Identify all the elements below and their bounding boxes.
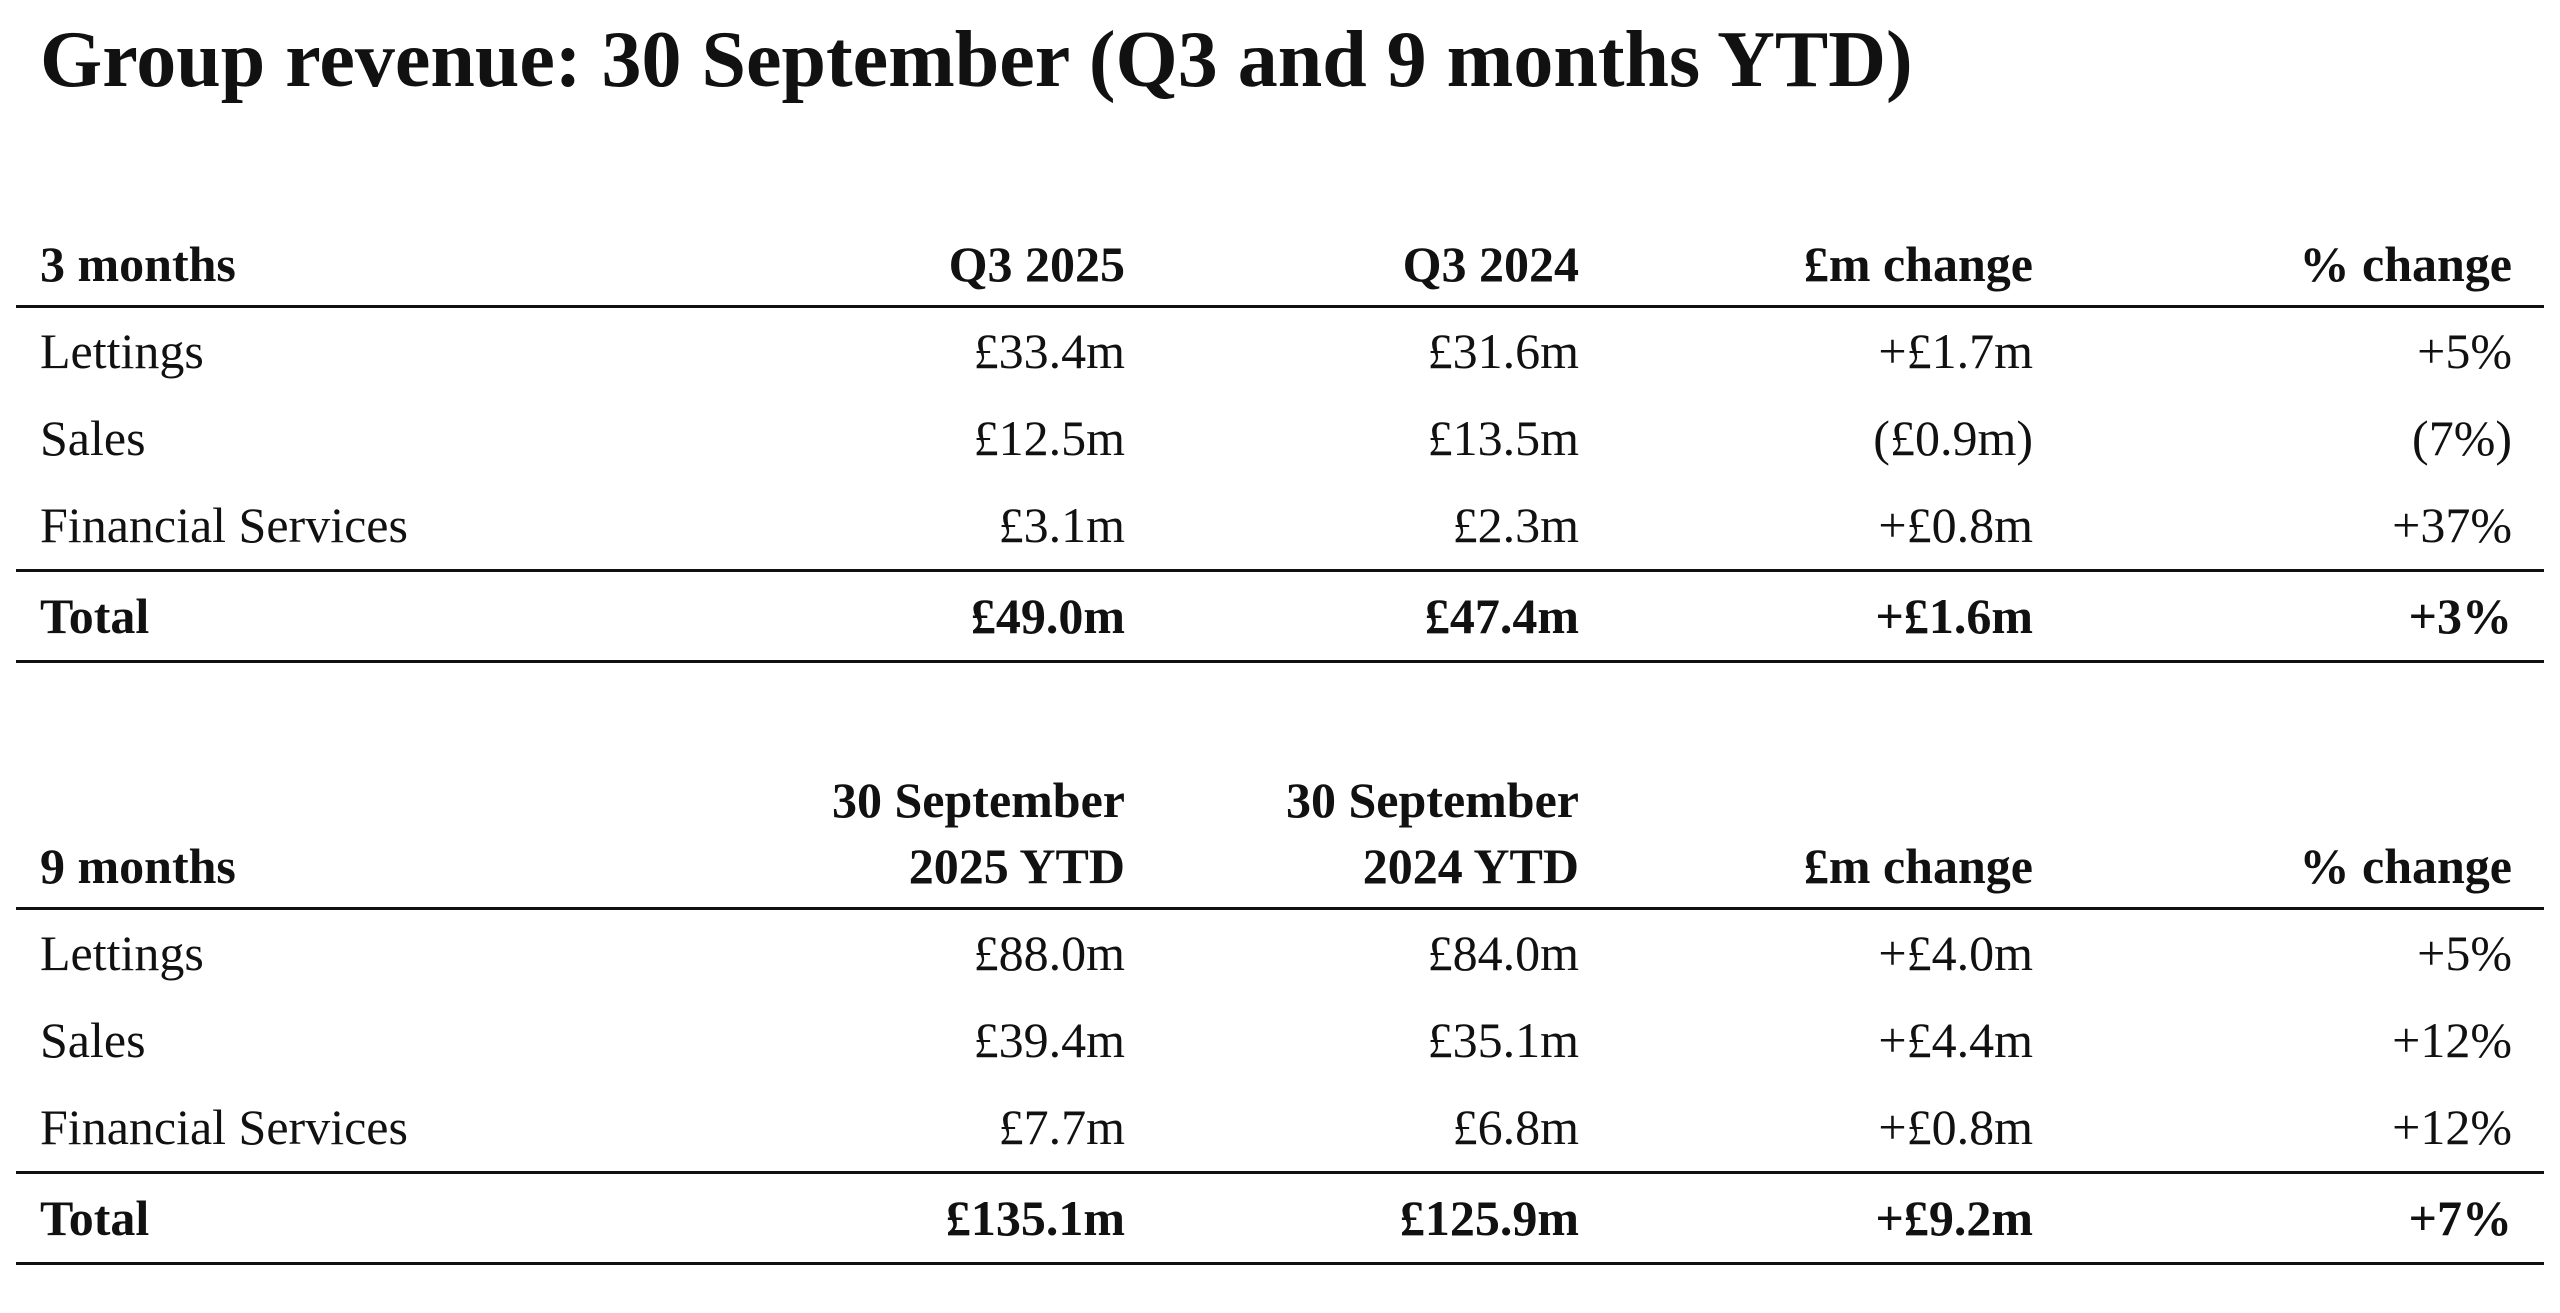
total-pct-change-cell: +3% [2065,570,2544,661]
total-row [16,570,2544,661]
pct-change-header: % change [2065,766,2544,908]
total-row [16,1172,2544,1263]
table-row [16,1084,2544,1172]
revenue-table-3-months [16,222,2544,663]
period-header: 9 months [16,766,780,908]
segment-cell: Financial Services [40,1099,408,1156]
current-period-header-line: 2025 YTD [908,837,1125,894]
current-period-header-line: Q3 2025 [948,235,1125,292]
total-current-cell: £135.1m [780,1172,1157,1263]
segment-cell: Lettings [40,322,204,379]
prior-value-cell: £2.3m [1452,497,1579,554]
current-value-cell: £7.7m [998,1099,1125,1156]
prior-value-cell: £6.8m [1452,1099,1579,1156]
current-value-cell: £12.5m [973,410,1125,466]
revenue-table-9-months [16,766,2544,1265]
period-header: 3 months [16,222,780,306]
total-label-cell: Total [16,570,780,661]
pct-change-cell: +5% [2417,924,2512,981]
table-row [16,996,2544,1084]
table-header-row [16,222,2544,306]
prior-period-header [1157,766,1611,908]
total-current-cell: £49.0m [780,570,1157,661]
prior-period-header-line: Q3 2024 [1402,235,1579,292]
current-period-header-line: 30 September [832,771,1125,828]
pct-change-cell: +12% [2392,1099,2512,1156]
abs-change-cell: +£1.7m [1878,322,2033,379]
page-title: Group revenue: 30 September (Q3 and 9 months YTD) [40,16,1913,104]
pct-change-cell: (7%) [2412,410,2512,466]
pct-change-header: % change [2065,222,2544,306]
current-period-header [780,766,1157,908]
prior-period-header-line: 30 September [1286,771,1579,828]
current-value-cell: £88.0m [973,924,1125,981]
table-row [16,482,2544,570]
current-value-cell: £33.4m [973,322,1125,379]
total-label-cell: Total [16,1172,780,1263]
prior-value-cell: £13.5m [1427,410,1579,466]
total-prior-cell: £47.4m [1157,570,1611,661]
prior-value-cell: £35.1m [1427,1012,1579,1068]
abs-change-cell: +£4.4m [1878,1012,2033,1068]
prior-period-header-line: 2024 YTD [1362,837,1579,894]
pct-change-cell: +12% [2392,1012,2512,1068]
abs-change-header: £m change [1611,766,2065,908]
abs-change-cell: +£0.8m [1878,1099,2033,1156]
prior-period-header [1157,222,1611,306]
total-abs-change-cell: +£1.6m [1611,570,2065,661]
current-value-cell: £3.1m [998,497,1125,554]
abs-change-cell: +£4.0m [1878,924,2033,981]
segment-cell: Sales [40,410,146,466]
segment-cell: Sales [40,1012,146,1068]
prior-value-cell: £84.0m [1427,924,1579,981]
table-header-row [16,766,2544,908]
table-row [16,306,2544,394]
current-value-cell: £39.4m [973,1012,1125,1068]
pct-change-cell: +37% [2392,497,2512,554]
abs-change-cell: +£0.8m [1878,497,2033,554]
segment-cell: Lettings [40,924,204,981]
total-pct-change-cell: +7% [2065,1172,2544,1263]
abs-change-header: £m change [1611,222,2065,306]
abs-change-cell: (£0.9m) [1873,410,2033,466]
table-row [16,394,2544,482]
total-abs-change-cell: +£9.2m [1611,1172,2065,1263]
current-period-header [780,222,1157,306]
table-row [16,908,2544,996]
total-prior-cell: £125.9m [1157,1172,1611,1263]
pct-change-cell: +5% [2417,322,2512,379]
prior-value-cell: £31.6m [1427,322,1579,379]
segment-cell: Financial Services [40,497,408,554]
